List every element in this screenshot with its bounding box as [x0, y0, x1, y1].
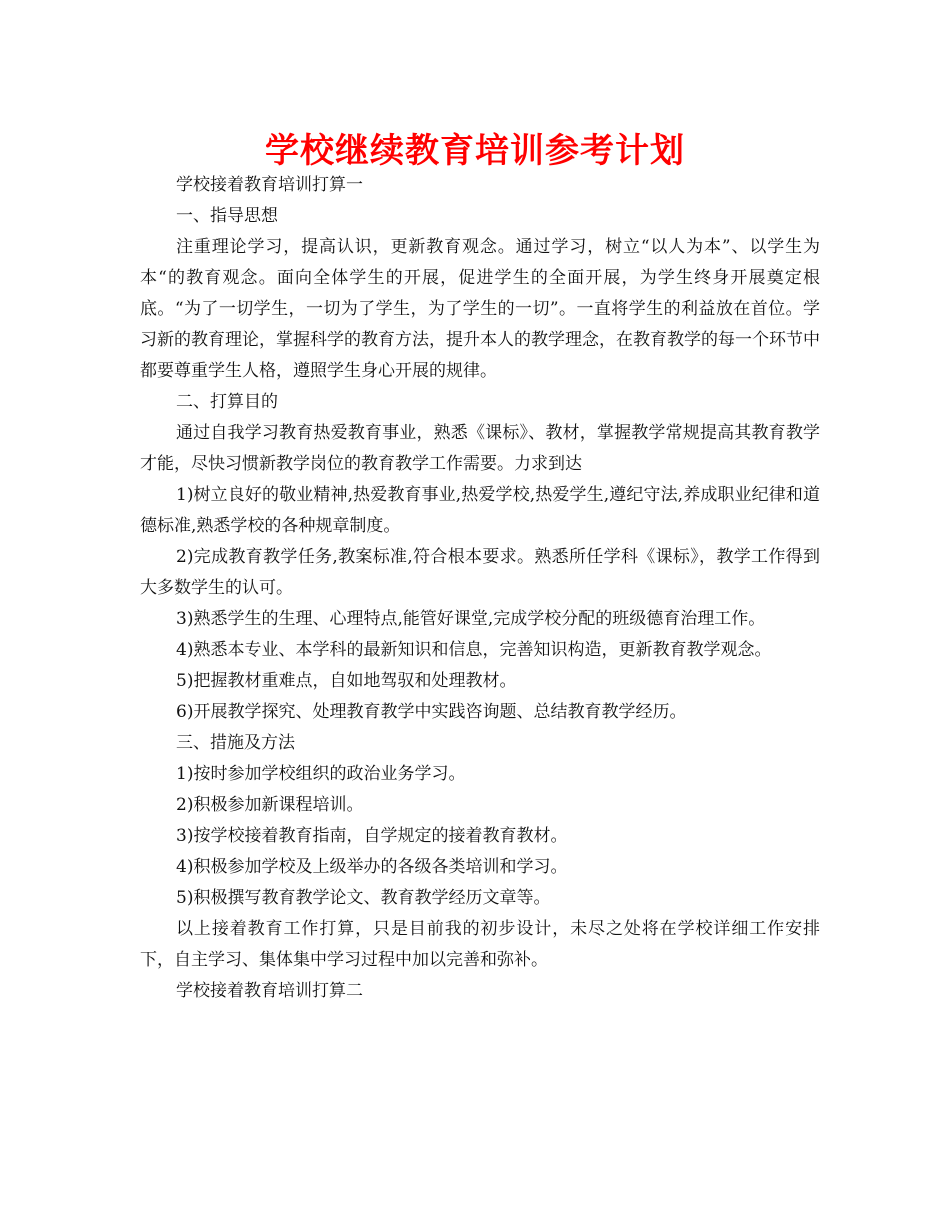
goal-item-1: 1)树立良好的敬业精神,热爱教育事业,热爱学校,热爱学生,遵纪守法,养成职业纪律和道德标准,熟悉学校的各种规章制度。 — [140, 485, 820, 536]
section-heading-plan-one: 学校接着教育培训打算一 — [176, 175, 363, 195]
section-heading-plan-two: 学校接着教育培训打算二 — [176, 981, 363, 1001]
measure-item-5: 5)积极撰写教育教学论文、教育教学经历文章等。 — [176, 888, 551, 908]
measure-item-1: 1)按时参加学校组织的政治业务学习。 — [176, 764, 466, 784]
heading-plan-goals: 二、打算目的 — [176, 392, 278, 412]
goal-item-6: 6)开展教学探究、处理教育教学中实践咨询题、总结教育教学经历。 — [176, 702, 687, 722]
measure-item-2: 2)积极参加新课程培训。 — [176, 795, 364, 815]
paragraph-guiding-ideology: 注重理论学习，提高认识，更新教育观念。通过学习，树立“以人为本”、以学生为本“的教育观念。面向全体学生的开展，促进学生的全面开展，为学生终身开展奠定根底。“为了一切学生，一切为了学生，为了学生的一切”。一直将学生的利益放在首位。学习新的教育理论，掌握科学的教育方法，提升本人的教学理念，在教育教学的每一个环节中都要尊重学生人格，遵照学生身心开展的规律。 — [140, 237, 820, 381]
document-body — [140, 170, 820, 1007]
paragraph-plan-goals: 通过自我学习教育热爱教育事业，熟悉《课标》、教材，掌握教学常规提高其教育教学才能，尽快习惯新教学岗位的教育教学工作需要。力求到达 — [140, 423, 820, 474]
paragraph-conclusion: 以上接着教育工作打算，只是目前我的初步设计，未尽之处将在学校详细工作安排下，自主学习、集体集中学习过程中加以完善和弥补。 — [140, 919, 820, 970]
heading-measures: 三、措施及方法 — [176, 733, 295, 753]
goal-item-2: 2)完成教育教学任务,教案标准,符合根本要求。熟悉所任学科《课标》，教学工作得到大多数学生的认可。 — [140, 547, 820, 598]
goal-item-4: 4)熟悉本专业、本学科的最新知识和信息，完善知识构造，更新教育教学观念。 — [176, 640, 772, 660]
document-title: 学校继续教育培训参考计划 — [265, 131, 685, 171]
goal-item-3: 3)熟悉学生的生理、心理特点,能管好课堂,完成学校分配的班级德育治理工作。 — [176, 609, 766, 629]
goal-item-5: 5)把握教材重难点，自如地驾驭和处理教材。 — [176, 671, 517, 691]
measure-item-3: 3)按学校接着教育指南，自学规定的接着教育教材。 — [176, 826, 568, 846]
measure-item-4: 4)积极参加学校及上级举办的各级各类培训和学习。 — [176, 857, 568, 877]
heading-guiding-ideology: 一、指导思想 — [176, 206, 278, 226]
